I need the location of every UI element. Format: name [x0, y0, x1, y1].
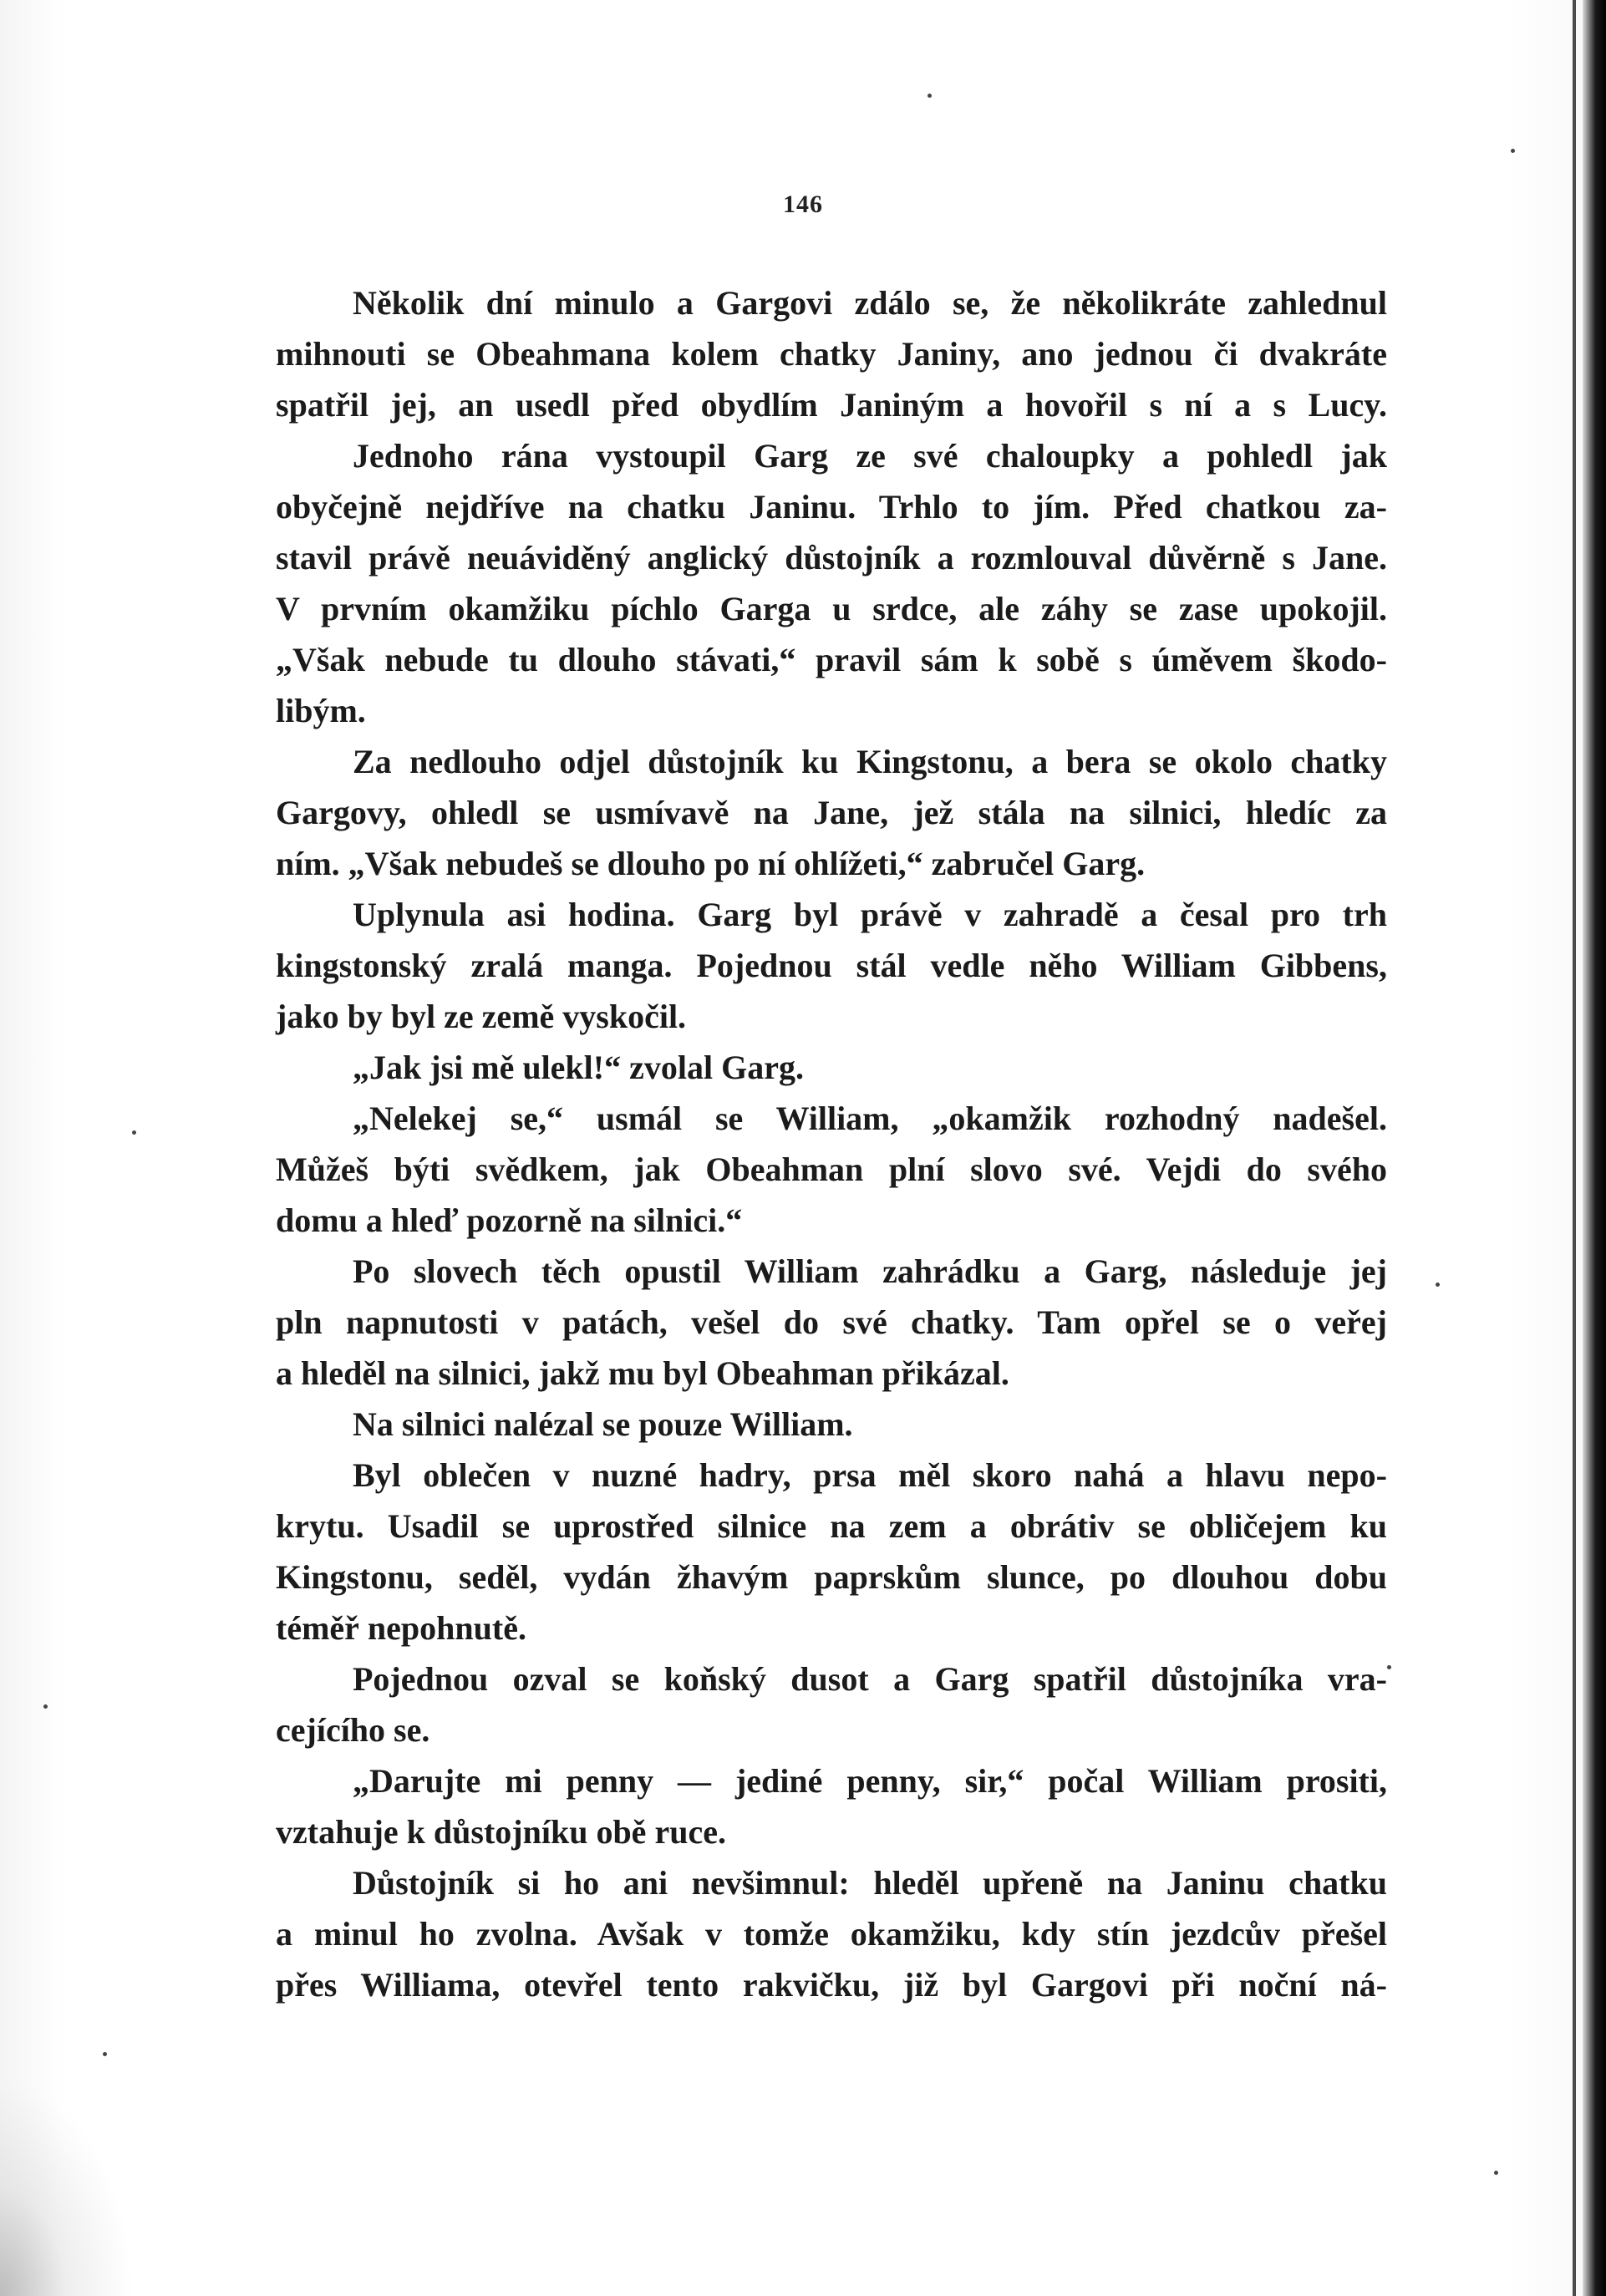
text-line: stavil právě neuáviděný anglický důstojník a rozmlouval důvěrně s Jane. — [276, 539, 1387, 577]
text-line: téměř nepohnutě. — [276, 1609, 526, 1647]
print-speck — [103, 2052, 107, 2056]
text-line: krytu. Usadil se uprostřed silnice na zem a obrátiv se obličejem ku — [276, 1507, 1387, 1545]
text-line: spatřil jej, an usedl před obydlím Janiným a hovořil s ní a s Lucy. — [276, 386, 1387, 424]
text-line: Pojednou ozval se koňský dusot a Garg spatřil důstojníka vra- — [353, 1660, 1387, 1698]
text-line: vztahuje k důstojníku obě ruce. — [276, 1813, 726, 1851]
print-speck — [132, 1130, 136, 1135]
print-speck — [1387, 1665, 1391, 1669]
text-line: „Nelekej se,“ usmál se William, „okamžik rozhodný nadešel. — [353, 1100, 1387, 1137]
page-corner-shadow — [0, 2079, 134, 2296]
text-line: Na silnici nalézal se pouze William. — [353, 1405, 853, 1443]
text-line: Jednoho rána vystoupil Garg ze své chaloupky a pohledl jak — [353, 437, 1387, 475]
text-line: kingstonský zralá manga. Pojednou stál vedle něho William Gibbens, — [276, 947, 1387, 984]
print-speck — [1436, 1283, 1440, 1287]
text-line: a minul ho zvolna. Avšak v tomže okamžiku, kdy stín jezdcův přešel — [276, 1915, 1387, 1953]
text-line: libým. — [276, 692, 366, 729]
text-line: Několik dní minulo a Gargovi zdálo se, že několikráte zahlednul — [353, 284, 1387, 322]
text-line: jako by byl ze země vyskočil. — [276, 998, 687, 1035]
text-line: pln napnutosti v patách, vešel do své chatky. Tam opřel se o veřej — [276, 1303, 1387, 1341]
text-line: V prvním okamžiku píchlo Garga u srdce, ale záhy se zase upokojil. — [276, 590, 1387, 627]
text-line: Uplynula asi hodina. Garg byl právě v zahradě a česal pro trh — [353, 896, 1387, 933]
page-edge-line — [1573, 0, 1576, 2296]
body-text — [276, 277, 1387, 2010]
print-speck — [43, 1704, 48, 1709]
text-line: Byl oblečen v nuzné hadry, prsa měl skoro nahá a hlavu nepo- — [353, 1456, 1387, 1494]
text-line: Můžeš býti svědkem, jak Obeahman plní slovo své. Vejdi do svého — [276, 1151, 1387, 1188]
text-line: „Jak jsi mě ulekl!“ zvolal Garg. — [353, 1049, 804, 1086]
text-line: Gargovy, ohledl se usmívavě na Jane, jež stála na silnici, hledíc za — [276, 794, 1387, 831]
text-line: obyčejně nejdříve na chatku Janinu. Trhlo to jím. Před chatkou za- — [276, 488, 1387, 526]
text-line: domu a hleď pozorně na silnici.“ — [276, 1201, 743, 1239]
print-speck — [928, 94, 932, 98]
print-speck — [1494, 2171, 1498, 2175]
text-line: Za nedlouho odjel důstojník ku Kingstonu, a bera se okolo chatky — [353, 743, 1387, 780]
text-line: Kingstonu, seděl, vydán žhavým paprskům slunce, po dlouhou dobu — [276, 1558, 1387, 1596]
print-speck — [1511, 149, 1515, 153]
text-line: Důstojník si ho ani nevšimnul: hleděl upřeně na Janinu chatku — [353, 1864, 1387, 1902]
text-line: ním. „Však nebudeš se dlouho po ní ohlížeti,“ zabručel Garg. — [276, 845, 1146, 882]
page-number: 146 — [783, 190, 823, 218]
text-line: „Darujte mi penny — jediné penny, sir,“ počal William prositi, — [353, 1762, 1387, 1800]
text-line: cejícího se. — [276, 1711, 430, 1749]
text-line: mihnouti se Obeahmana kolem chatky Janiny, ano jednou či dvakráte — [276, 335, 1387, 373]
text-line: Po slovech těch opustil William zahrádku a Garg, následuje jej — [353, 1252, 1387, 1290]
text-line: a hleděl na silnici, jakž mu byl Obeahman přikázal. — [276, 1354, 1009, 1392]
text-line: přes Williama, otevřel tento rakvičku, již byl Gargovi při noční ná- — [276, 1966, 1387, 2004]
text-line: „Však nebude tu dlouho stávati,“ pravil sám k sobě s úměvem škodo- — [276, 641, 1387, 678]
page-binding-edge — [1583, 0, 1606, 2296]
